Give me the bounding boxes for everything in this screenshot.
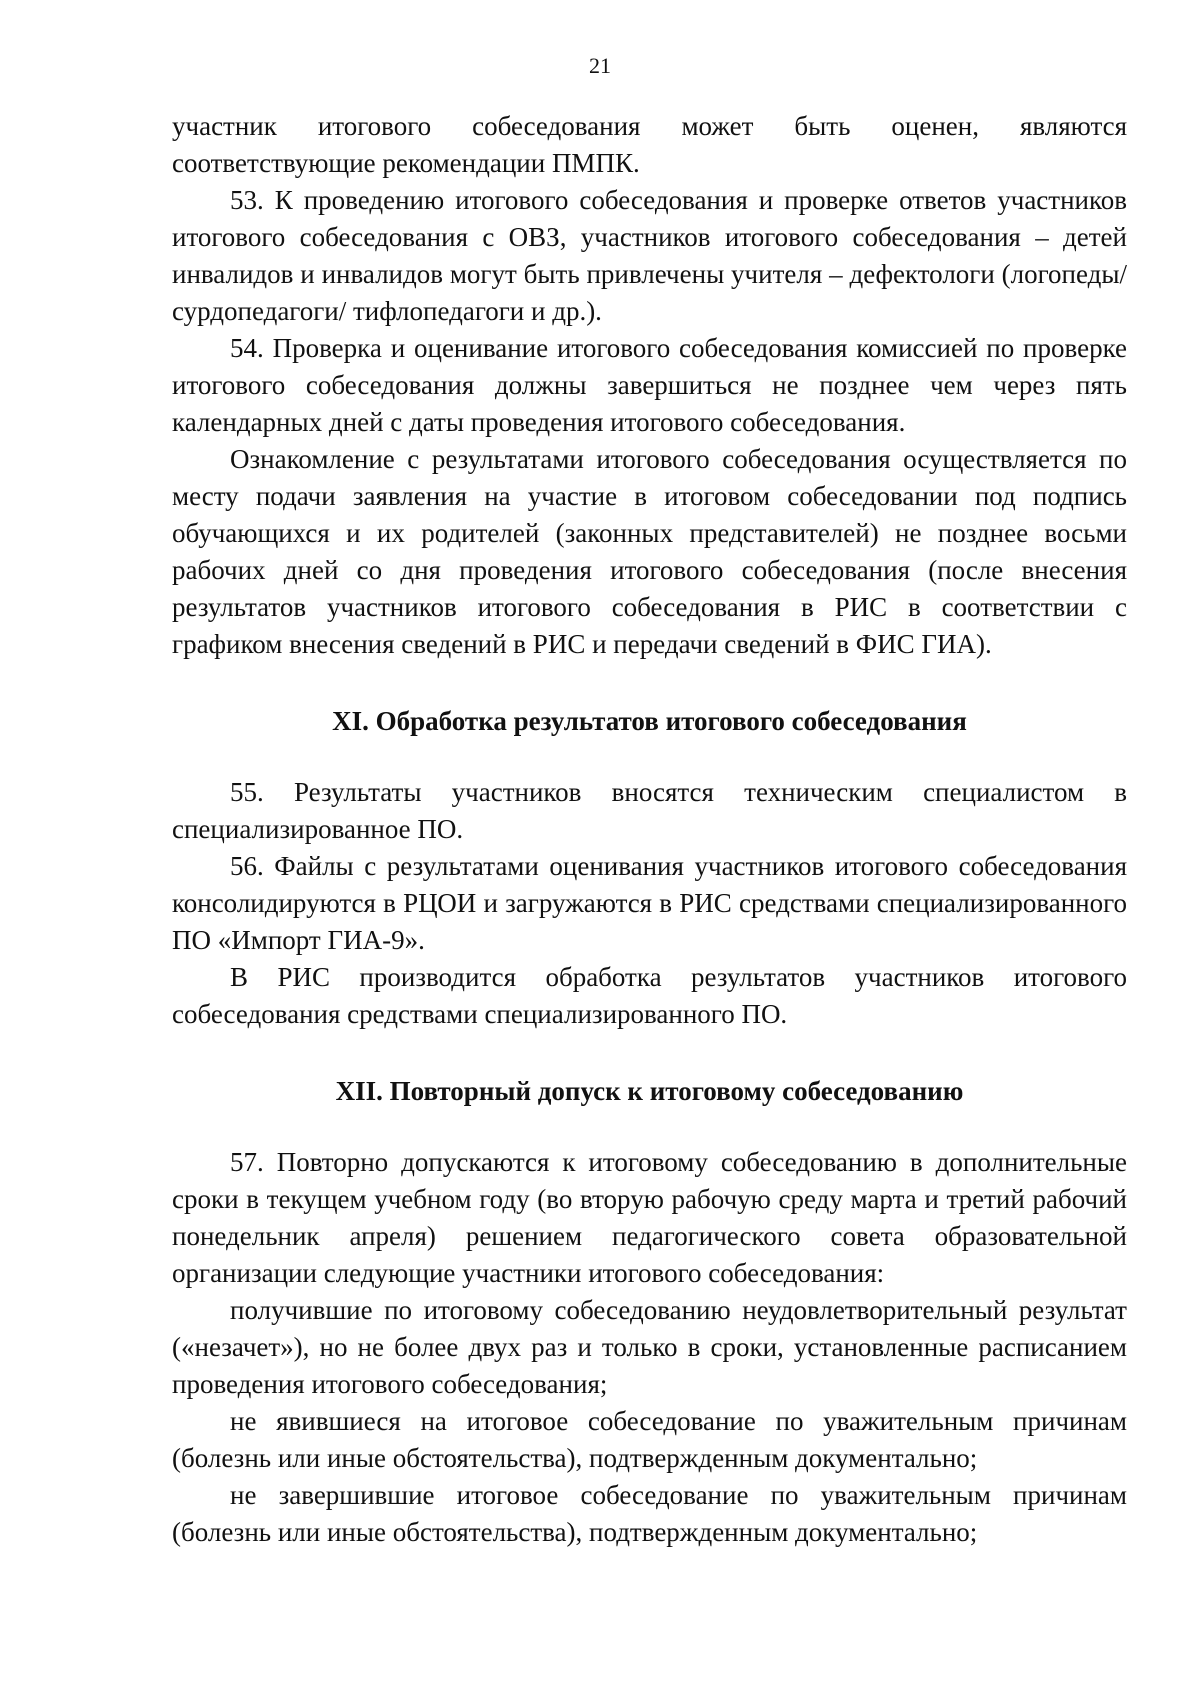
document-body [172, 108, 1127, 1551]
paragraph-55: 55. Результаты участников вносятся техническим специалистом в специализированное ПО. [172, 777, 1127, 844]
paragraph-57: 57. Повторно допускаются к итоговому собеседованию в дополнительные сроки в текущем учебном году (во вторую рабочую среду марта и третий рабочий понедельник апреля) решением педагогического совета образовательной организации следующие участники итогового собеседования: [172, 1147, 1127, 1288]
section-xii-heading: XII. Повторный допуск к итоговому собеседованию [335, 1076, 964, 1106]
paragraph-continuation: участник итогового собеседования может быть оценен, являются соответствующие рекомендации ПМПК. [172, 111, 1127, 178]
paragraph-53: 53. К проведению итогового собеседования и проверке ответов участников итогового собеседования с ОВЗ, участников итогового собеседования – детей инвалидов и инвалидов могут быть привлечены учителя – дефектологи (логопеды/ сурдопедагоги/ тифлопедагоги и др.). [172, 185, 1127, 326]
paragraph-54: 54. Проверка и оценивание итогового собеседования комиссией по проверке итогового собеседования должны завершиться не позднее чем через пять календарных дней с даты проведения итогового собеседования. [172, 333, 1127, 437]
paragraph-ris-processing: В РИС производится обработка результатов участников итогового собеседования средствами специализированного ПО. [172, 962, 1127, 1029]
paragraph-results-review: Ознакомление с результатами итогового собеседования осуществляется по месту подачи заявления на участие в итоговом собеседовании под подпись обучающихся и их родителей (законных представителей) не позднее восьми рабочих дней со дня проведения итогового собеседования (после внесения результатов участников итогового собеседования в РИС в соответствии с графиком внесения сведений в РИС и передачи сведений в ФИС ГИА). [172, 444, 1127, 659]
list-item-absent: не явившиеся на итоговое собеседование по уважительным причинам (болезнь или иные обстоятельства), подтвержденным документально; [172, 1406, 1127, 1473]
section-xi-heading: XI. Обработка результатов итогового собеседования [332, 706, 967, 736]
list-item-unsatisfactory: получившие по итоговому собеседованию неудовлетворительный результат («незачет»), но не более двух раз и только в сроки, установленные расписанием проведения итогового собеседования; [172, 1295, 1127, 1399]
list-item-not-completed: не завершившие итоговое собеседование по уважительным причинам (болезнь или иные обстоятельства), подтвержденным документально; [172, 1480, 1127, 1547]
paragraph-56: 56. Файлы с результатами оценивания участников итогового собеседования консолидируются в РЦОИ и загружаются в РИС средствами специализированного ПО «Импорт ГИА-9». [172, 851, 1127, 955]
page-number: 21 [589, 53, 611, 78]
